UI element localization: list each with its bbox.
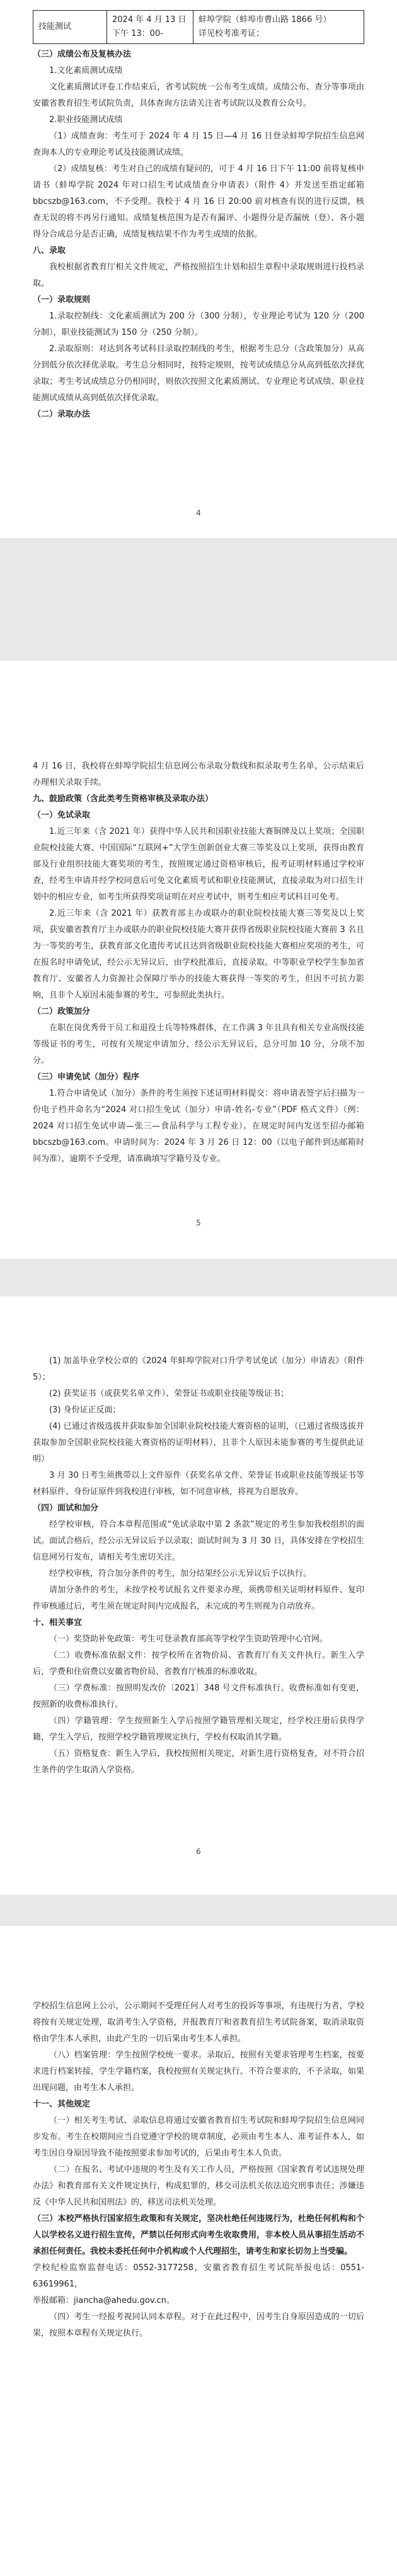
paragraph: （二）收费标准依据文件：按学校所在省物价局、省教育厅有关文件执行。新生入学后，学费和住宿费以安徽省物价局、省教育厅核准的标准收取。 bbox=[33, 1651, 364, 1677]
exam-datetime-cell bbox=[107, 11, 193, 44]
paragraph: 1.文化素质测试成绩 bbox=[49, 66, 123, 76]
document-page-2 bbox=[0, 661, 397, 1259]
paragraph: 3 月 30 日考生须携带以上文件原件（获奖名单文件、荣誉证书或职业技能等级证书等材料原件、身份证原件到我校进行审核，如不同意审核，将视为自愿放弃。 bbox=[33, 1471, 364, 1497]
exam-subject-cell: 技能测试 bbox=[33, 11, 107, 44]
paragraph: 1.符合申请免试（加分）条件的考生须按下述证明材料提交：将申请表签字后扫描为一份电子档并命名为“2024 对口招生免试（加分）申请-姓名-专业”（PDF 格式文件）（例：2024 对口招生免试申请—张三—食品科学与工程专业）。在规定时间内发送至招办邮箱 bbcszb@163.com。申请时间为：2024 年 3 月 26 日 12：00（以电子邮件到达邮箱时间为准），逾期不予受理，请准确填写学籍号及专业。 bbox=[33, 1089, 364, 1164]
table-row bbox=[33, 11, 364, 44]
paragraph: 经学校审核，符合加分条件的考生，加分结果经公示无异议后予以执行。 bbox=[49, 1569, 312, 1578]
exam-venue: 蚌埠学院（蚌埠市曹山路 1866 号） bbox=[198, 15, 331, 25]
section-heading: （一）录取规则 bbox=[33, 295, 91, 305]
paragraph: 我校根据省教育厅相关文件规定，严格按照招生计划和招生章程中录取规则进行投档录取。 bbox=[33, 262, 364, 288]
paragraph: 2.近三年来（含 2021 年）获教育部主办或联办的职业院校技能大赛三等奖及以上奖项，获安徽省教育厅主办或联办的职业院校技能大赛并获得省级职业院校技能大赛前 3 名且为一等奖的考生，获教育部文化遗传考试且达到省级职业院校技能大赛相应奖项的考生，可在报名时申请免试，经公示无异议后，由学校批准后，直接录取。中等职业学校学生参加省教育厅、安徽省人力资源社会保障厅举办的技能大赛获得一等奖的考生，但因不可抗力影响，且非个人原因未能参赛的考生，可参照此类执行。 bbox=[33, 909, 364, 1000]
section-heading: 十一、其他规定 bbox=[33, 2100, 91, 2109]
paragraph: 请加分条件的考生，未按学校考试报名文件要求办理，须携带相关证明材料原件、复印件审核通过后，考生须在规定时间内完成报名，未完成的考生则视为自动放弃。 bbox=[33, 1585, 364, 1611]
paragraph: 2.职业技能测试成绩 bbox=[49, 115, 123, 125]
section-heading: 十、相关事宜 bbox=[33, 1618, 83, 1628]
paragraph: （四）考生一经报考视同认同本章程。对于在此过程中，因考生自身原因造成的一切后果，按照本章程有关规定执行。 bbox=[33, 2312, 364, 2338]
exam-schedule-table bbox=[33, 10, 364, 44]
section-heading: （四）面试和加分 bbox=[33, 1504, 99, 1513]
page-number: 5 bbox=[196, 1218, 201, 1227]
paragraph: （三）本校严格执行国家招生政策和有关规定，坚决杜绝任何违规行为，杜绝任何机构和个人以学校名义进行招生宣传，严禁以任何形式向考生收取费用，非本校人员从事招生活动不承担任何责任。我校未委托任何中介机构或个人代理招生，请考生和家长切勿上当受骗。 bbox=[33, 2214, 364, 2256]
exam-venue-cell bbox=[193, 11, 364, 44]
section-heading: （三）申请免试（加分）程序 bbox=[33, 1072, 140, 1082]
page-1-body bbox=[33, 47, 364, 423]
paragraph: 举报邮箱：jiancha@ahedu.gov.cn。 bbox=[33, 2296, 175, 2305]
page-2-body bbox=[33, 758, 364, 1167]
paragraph: （五）资格复查：新生入学后，我校按照相关规定，对新生进行资格复查，对不符合招生条件的学生取消入学资格。 bbox=[33, 1749, 364, 1775]
paragraph: (4) 已通过省级选拔并获取参加全国职业院校技能大赛资格的证明，（已通过省级选拔并获取参加全国职业院校技能大赛资格的证明材料），且非个人原因未能参赛的考生提供此证明） bbox=[33, 1422, 364, 1464]
paragraph: 2.录取原则：对达到各考试科目录取控制线的考生，根据考生总分（含政策加分）从高分到低分依次择优录取。考生总分相同时，按特定规则，按考试成绩总分从高到低依次择优录取；考生考试成绩总分仍相同时，则依次按照文化素质测试、专业理论考试成绩、职业技能测试成绩从高到低依次择优录取。 bbox=[33, 344, 364, 403]
document-page-1 bbox=[0, 0, 397, 538]
paragraph: 经学校审核，符合本章程范围或“免试录取中第 2 条款”规定的考生参加我校组织的面试。面试合格后，经公示无异议后予以录取；面试时间为 3 月 30 日，具体安排在学校招生信息网另行发布，请相关考生密切关注。 bbox=[33, 1520, 364, 1562]
section-heading: 八、录取 bbox=[33, 246, 66, 256]
page-4-body bbox=[33, 1998, 364, 2342]
section-heading: （二）政策加分 bbox=[33, 1007, 91, 1016]
paragraph: (2) 获奖证书（或获奖名单文件）、荣誉证书或职业技能等级证书； bbox=[49, 1389, 289, 1398]
paragraph: 学校纪检监察监督电话：0552-3177258，安徽省教育招生考试院举报电话：0551-63619961， bbox=[33, 2263, 364, 2289]
page-number: 4 bbox=[196, 509, 201, 517]
paragraph: 4 月 16 日，我校将在蚌埠学院招生信息网公布录取分数线和拟录取考生名单，公示结束后办理相关录取手续。 bbox=[33, 762, 364, 787]
exam-date: 2024 年 4 月 13 日 bbox=[112, 15, 187, 25]
paragraph: 文化素质测试评卷工作结束后，省考试院统一公布考生成绩。成绩公布、查分等事项由安徽省教育招生考试院负责，具体查询方法请关注省考试院以及教育公众号。 bbox=[33, 82, 364, 108]
page-number: 6 bbox=[196, 1847, 201, 1856]
section-heading: 九、鼓励政策（含此类考生资格审核及录取办法） bbox=[33, 794, 214, 804]
paragraph: （四）学籍管理：学生按照新生入学后按照学籍管理相关规定，经学校注册后获得学籍，学生入学后，按照学校学籍管理规定执行，学校有权取消其学籍。 bbox=[33, 1716, 364, 1742]
page-3-body bbox=[33, 1353, 364, 1779]
section-heading: （二）录取办法 bbox=[33, 410, 91, 419]
document-page-3 bbox=[0, 1296, 397, 1894]
paragraph: （三）学费标准：按照明发改价〔2021〕348 号文件标准执行。收费标准如有变更，按照新的收费标准执行。 bbox=[33, 1684, 364, 1709]
section-heading: （三）成绩公布及复核办法 bbox=[33, 50, 132, 59]
paragraph: 学校招生信息网上公示，公示期间不受理任何人对考生的投诉等事项，有违规行为者，学校将按有关规定处理，取消考生入学资格，并报教育厅和省教育招生考试院备案，取消录取资格由学生本人承担，由此产生的一切后果由考生本人承担。 bbox=[33, 2001, 364, 2044]
document-page-4 bbox=[0, 1926, 397, 2576]
paragraph: (3) 身份证正反面； bbox=[49, 1405, 121, 1415]
paragraph: （一）相关考生考试、录取信息将通过安徽省教育招生考试院和蚌埠学院招生信息网同步发布。考生在校期间应当自觉遵守学校的规章制度，必须由考生本人、准考证件本人，如考生因自身原因导致不能按照要求参加考试的，后果由考生本人负责。 bbox=[33, 2116, 364, 2158]
paragraph: （2）成绩复核：考生对自己的成绩有疑问的，可于 4 月 16 日下午 11:00 前将复核申请书（蚌埠学院 2024 年对口招生考试成绩查分申请表）（附件 4）并发送至指定邮箱 bbcszb@163.com，不予受理。我校于 4 月 16 日 20:00 前对核查有误的进行反馈，核查无误的将不再另行通知。成绩复核范围为是否有漏评、小题得分是否漏统（登）、各小题得分合成总分是否正确，成绩复核结果不作为考生成绩的依据。 bbox=[33, 164, 364, 239]
paragraph: （二）在报名、考试中违规的考生及有关工作人员，严格按照《国家教育考试违规处理办法》和教育部有关文件规定执行，构成犯罪的，移交司法机关依法追究刑事责任；涉嫌违反《中华人民共和国刑法》的，移送司法机关处理。 bbox=[33, 2165, 364, 2207]
paragraph: （八）档案管理：学生按照学校统一要求。录取后，按照有关要求管理考生档案，按要求进行档案转接，学生学籍档案，我校按照有关规定执行。不符合要求的，不予录取，如果出现问题，由考生本人承担。 bbox=[33, 2050, 364, 2093]
paragraph: （一）奖贷助补免政策：考生可登录教育部高等学校学生资助管理中心官网。 bbox=[49, 1634, 328, 1644]
paragraph: 1.近三年来（含 2021 年）获得中华人民共和国职业技能大赛铜牌及以上奖项；全国职业院校技能大赛、中国国际“互联网+”大学生创新创业大赛三等奖及以上奖项，获得由教育部及行业组织技能大赛奖项的考生，按照规定通过资格审核后，报考证明材料通过学校审查，经考生申请并经学校同意后可免文化素质考试和职业技能测试，直接录取为对口招生计划中的相应专业，如考生所获得奖项证明在对应考试中，则考生相应考试科目可免考。 bbox=[33, 827, 364, 902]
paragraph: 1.录取控制线：文化素质测试为 200 分（300 分制），专业理论考试为 120 分（200 分制），职业技能测试为 150 分（250 分制）。 bbox=[33, 312, 364, 337]
paragraph: (1) 加盖毕业学校公章的《2024 年蚌埠学院对口升学考试免试（加分）申请表》（附件 5）； bbox=[33, 1356, 364, 1382]
exam-venue-note: 详见校考准考证； bbox=[198, 29, 265, 38]
section-heading: （一）免试录取 bbox=[33, 811, 91, 820]
exam-time: 下午 13：00- bbox=[112, 29, 163, 38]
paragraph: 在职在岗优秀骨干员工和退役士兵等特殊群体，在工作满 3 年且具有相关专业高级技能等级证书的考生，可按有关规定申请加分，经公示无异议后，总分可加 10 分，分项不加分。 bbox=[33, 1023, 364, 1066]
paragraph: （1）成绩查询：考生可于 2024 年 4 月 15 日—4 月 16 日登录蚌埠学院招生信息网查询本人的专业理论考试及技能测试成绩。 bbox=[33, 132, 364, 157]
